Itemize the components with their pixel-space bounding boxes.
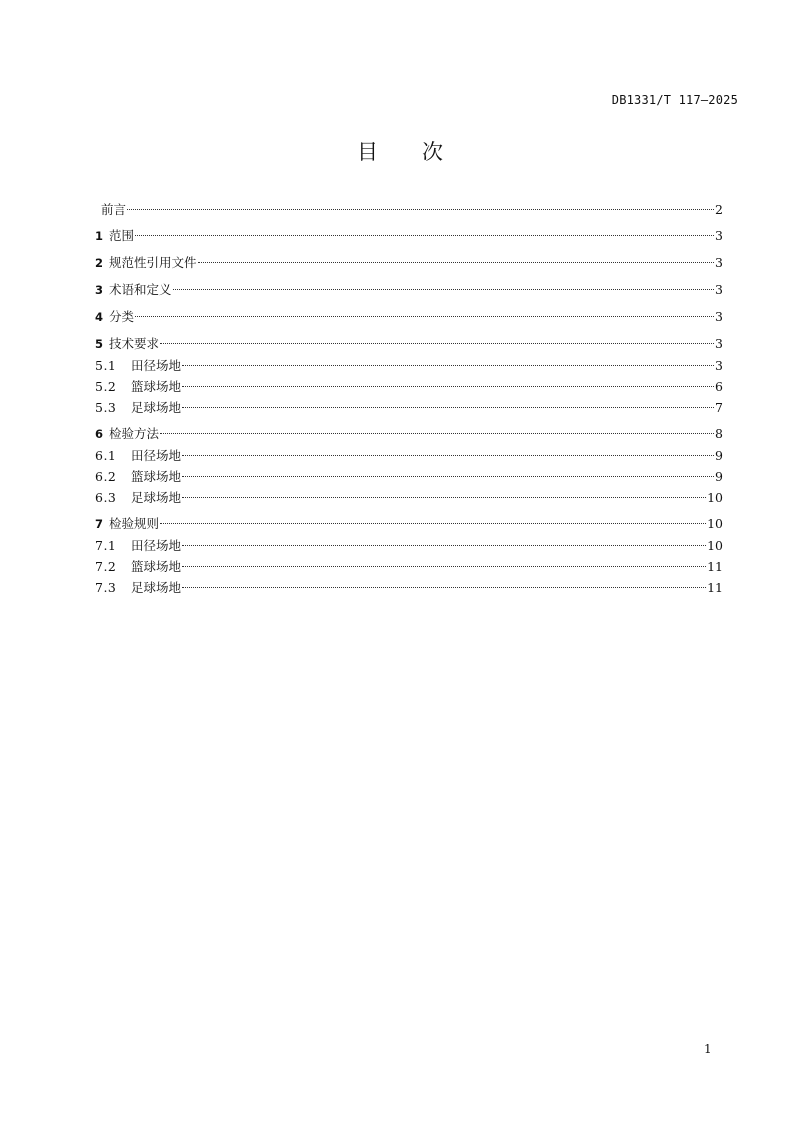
toc-title-char-1: 目 xyxy=(357,140,378,164)
toc-dot-leader xyxy=(182,566,706,567)
toc-entry-page: 11 xyxy=(707,559,723,574)
toc-entry-title: 足球场地 xyxy=(131,580,182,595)
toc-dot-leader xyxy=(160,343,714,344)
toc-entry-title: 检验规则 xyxy=(109,516,160,531)
toc-entry-page: 3 xyxy=(715,358,723,373)
toc-dot-leader xyxy=(182,386,714,387)
toc-dot-leader xyxy=(182,476,714,477)
toc-entry-number: 3 xyxy=(95,283,104,297)
toc-entry-page: 3 xyxy=(715,255,723,270)
toc-entry-number: 4 xyxy=(95,310,104,324)
toc-entry-title: 田径场地 xyxy=(131,538,182,553)
toc-entry-title: 检验方法 xyxy=(109,426,160,441)
toc-entry[interactable] xyxy=(95,333,723,355)
toc-entry[interactable] xyxy=(95,513,723,535)
toc-entry[interactable] xyxy=(95,225,723,247)
toc-entry-number: 6.3 xyxy=(95,490,117,505)
toc-entry-page: 9 xyxy=(715,448,723,463)
toc-dot-leader xyxy=(182,587,706,588)
toc-entry-title: 篮球场地 xyxy=(131,559,182,574)
toc-dot-leader xyxy=(198,262,715,263)
toc-entry-number: 1 xyxy=(95,229,104,243)
toc-entry-title: 范围 xyxy=(109,228,135,243)
toc-entry-title: 篮球场地 xyxy=(131,469,182,484)
toc-entry-title: 技术要求 xyxy=(109,336,160,351)
toc-entry-page: 3 xyxy=(715,282,723,297)
toc-entry-title: 田径场地 xyxy=(131,358,182,373)
document-code: DB1331/T 117—2025 xyxy=(611,93,738,107)
toc-entry[interactable] xyxy=(95,423,723,445)
toc-entry-page: 7 xyxy=(715,400,723,415)
toc-entry-number: 7 xyxy=(95,517,104,531)
toc-dot-leader xyxy=(182,365,714,366)
toc-entry-number: 6.1 xyxy=(95,448,117,463)
toc-entry-number: 5.1 xyxy=(95,358,117,373)
toc-entry-title: 分类 xyxy=(109,309,135,324)
toc-entry[interactable] xyxy=(95,445,723,466)
toc-dot-leader xyxy=(160,433,714,434)
toc-entry-title: 足球场地 xyxy=(131,490,182,505)
toc-entry-page: 9 xyxy=(715,469,723,484)
toc-entry[interactable] xyxy=(95,376,723,397)
toc-entry-title: 篮球场地 xyxy=(131,379,182,394)
toc-entry[interactable] xyxy=(95,252,723,274)
toc-dot-leader xyxy=(182,455,714,456)
toc-entry-page: 11 xyxy=(707,580,723,595)
toc-entry-page: 10 xyxy=(707,516,723,531)
toc-entry-page: 6 xyxy=(715,379,723,394)
toc-entry-title: 术语和定义 xyxy=(109,282,172,297)
toc-entry-title: 规范性引用文件 xyxy=(109,255,197,270)
toc-entry-page: 2 xyxy=(715,202,723,217)
table-of-contents xyxy=(95,199,723,598)
toc-entry-number: 7.1 xyxy=(95,538,117,553)
toc-entry-page: 3 xyxy=(715,228,723,243)
toc-entry[interactable] xyxy=(95,397,723,418)
toc-dot-leader xyxy=(182,545,706,546)
page-number: 1 xyxy=(704,1042,712,1056)
toc-entry[interactable] xyxy=(95,199,723,220)
toc-entry-page: 3 xyxy=(715,336,723,351)
toc-entry[interactable] xyxy=(95,556,723,577)
toc-entry-number: 5 xyxy=(95,337,104,351)
toc-dot-leader xyxy=(127,209,714,210)
toc-entry-number: 6 xyxy=(95,427,104,441)
toc-entry[interactable] xyxy=(95,487,723,508)
toc-entry-number: 5.2 xyxy=(95,379,117,394)
toc-entry-title: 前言 xyxy=(101,202,127,217)
toc-entry-page: 8 xyxy=(715,426,723,441)
toc-entry-number: 2 xyxy=(95,256,104,270)
toc-entry-page: 10 xyxy=(707,538,723,553)
toc-entry-title: 足球场地 xyxy=(131,400,182,415)
toc-entry-number: 5.3 xyxy=(95,400,117,415)
toc-title-char-2: 次 xyxy=(422,140,443,164)
toc-entry-title: 田径场地 xyxy=(131,448,182,463)
toc-dot-leader xyxy=(135,316,714,317)
toc-entry[interactable] xyxy=(95,355,723,376)
toc-entry-page: 3 xyxy=(715,309,723,324)
toc-entry-number: 7.2 xyxy=(95,559,117,574)
toc-dot-leader xyxy=(182,407,714,408)
toc-entry[interactable] xyxy=(95,535,723,556)
toc-title xyxy=(0,136,800,166)
toc-dot-leader xyxy=(160,523,706,524)
toc-dot-leader xyxy=(135,235,714,236)
toc-entry[interactable] xyxy=(95,279,723,301)
toc-entry[interactable] xyxy=(95,577,723,598)
toc-entry-number: 7.3 xyxy=(95,580,117,595)
toc-entry-number: 6.2 xyxy=(95,469,117,484)
toc-entry[interactable] xyxy=(95,306,723,328)
toc-entry-page: 10 xyxy=(707,490,723,505)
toc-dot-leader xyxy=(182,497,706,498)
toc-dot-leader xyxy=(173,289,715,290)
toc-entry[interactable] xyxy=(95,466,723,487)
